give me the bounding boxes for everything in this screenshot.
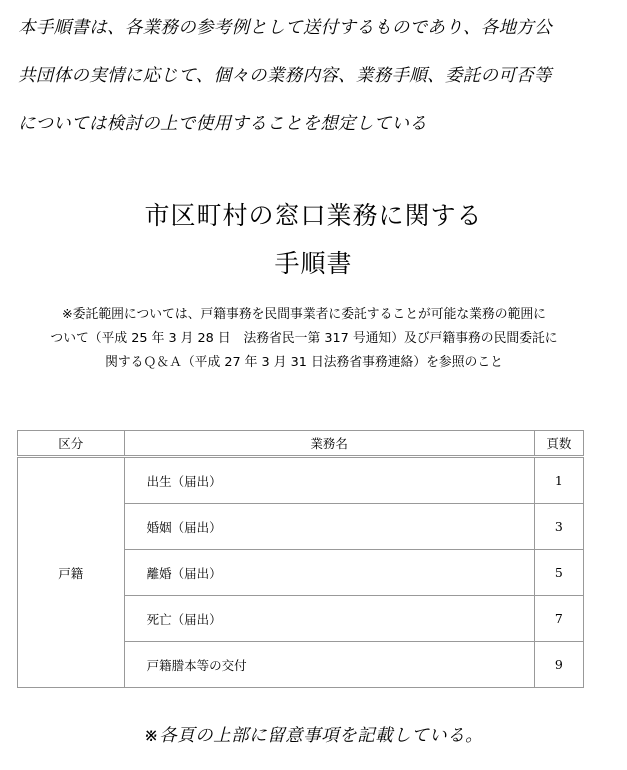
row-page: 5 <box>534 550 583 596</box>
note-line: ※委託範囲については、戸籍事務を民間事業者に委託することが可能な業務の範囲に <box>62 307 546 322</box>
row-page: 3 <box>534 504 583 550</box>
row-page: 1 <box>534 457 583 504</box>
header-category: 区分 <box>18 431 125 457</box>
row-name: 死亡（届出） <box>124 596 534 642</box>
scope-note <box>14 303 594 375</box>
note-line: ついて（平成 25 年 3 月 28 日 法務省民一第 317 号通知）及び戸籍事務の民間委託に <box>50 331 558 346</box>
row-name: 戸籍謄本等の交付 <box>124 642 534 688</box>
footer-note: ※各頁の上部に留意事項を記載している。 <box>143 726 484 746</box>
row-name: 出生（届出） <box>124 457 534 504</box>
table-row <box>18 457 584 504</box>
intro-paragraph <box>18 4 618 148</box>
document-title-line2: 手順書 <box>274 249 353 278</box>
intro-line: 本手順書は、各業務の参考例として送付するものであり、各地方公 <box>18 18 552 38</box>
header-name: 業務名 <box>124 431 534 457</box>
table-header-row <box>18 431 584 457</box>
row-name: 婚姻（届出） <box>124 504 534 550</box>
row-page: 7 <box>534 596 583 642</box>
document-title: 市区町村の窓口業務に関する <box>144 201 483 230</box>
category-cell: 戸籍 <box>18 457 125 688</box>
contents-table <box>17 430 584 688</box>
intro-line: 共団体の実情に応じて、個々の業務内容、業務手順、委託の可否等 <box>18 66 552 86</box>
row-page: 9 <box>534 642 583 688</box>
intro-line: については検討の上で使用することを想定している <box>18 114 428 134</box>
row-name: 離婚（届出） <box>124 550 534 596</box>
note-line: 関するＱ＆Ａ（平成 27 年 3 月 31 日法務省事務連絡）を参照のこと <box>105 355 503 370</box>
header-page: 頁数 <box>534 431 583 457</box>
